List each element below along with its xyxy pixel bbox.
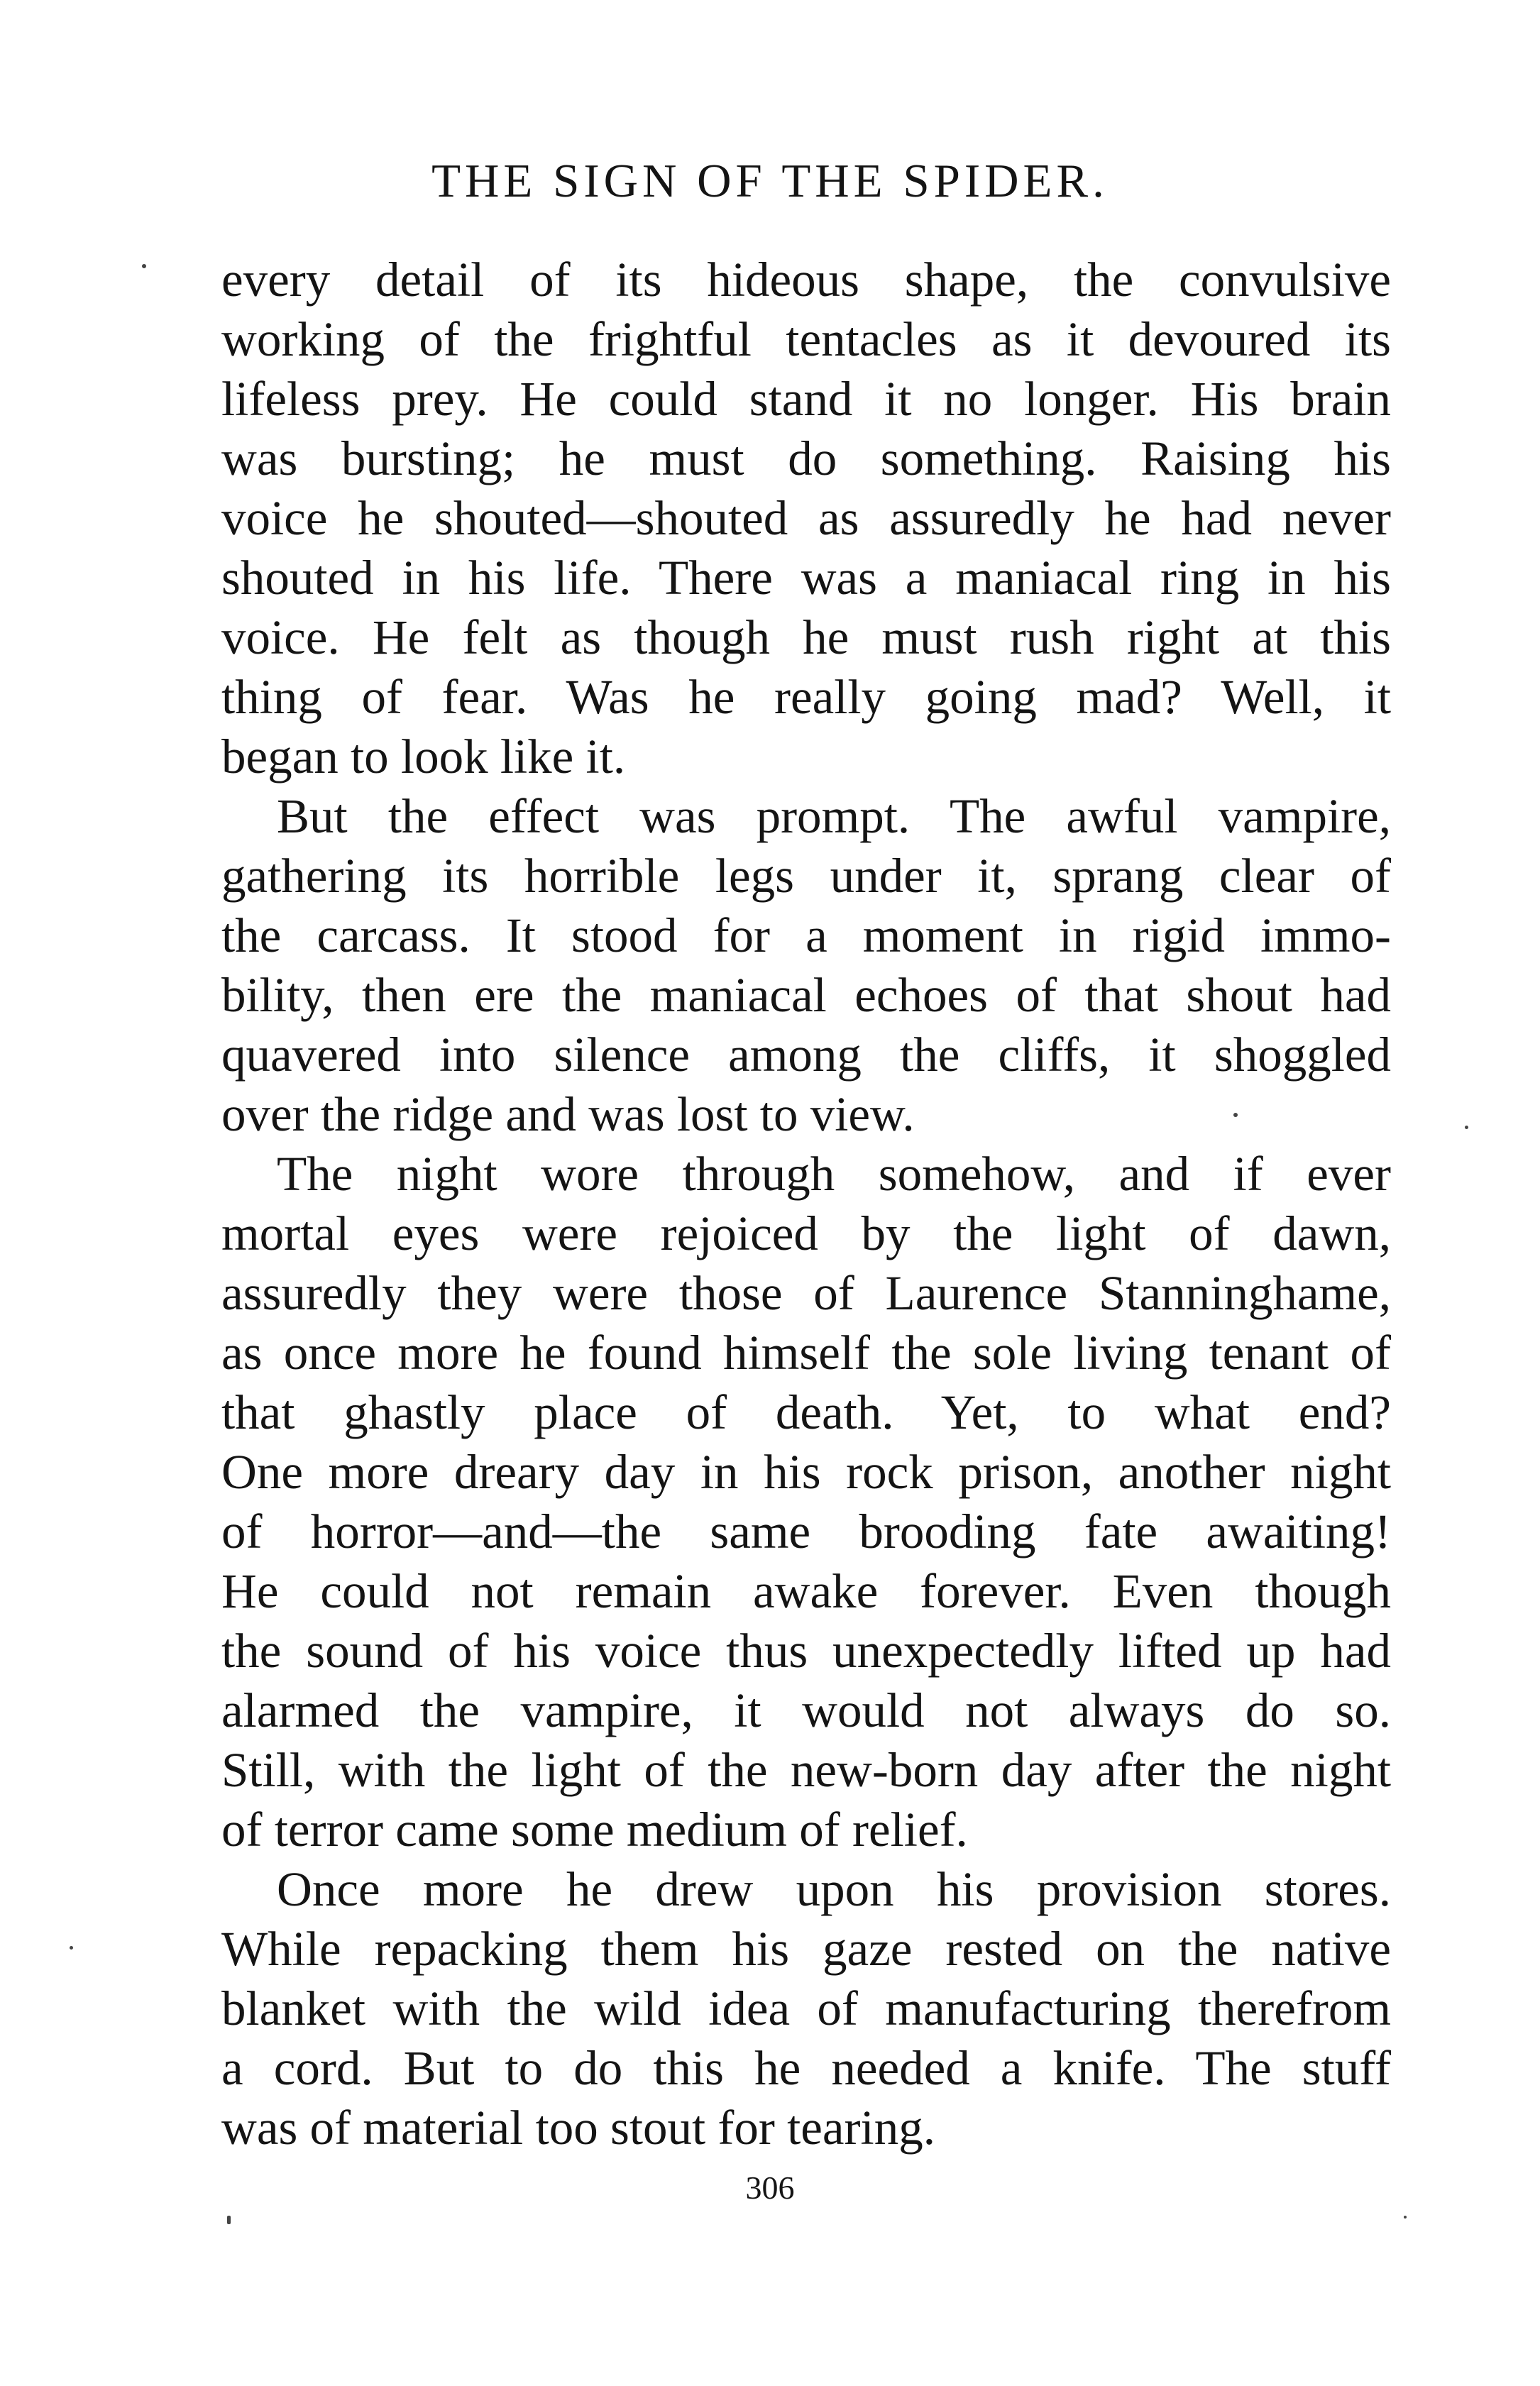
text-line: bility, then ere the maniacal echoes of that shout had [221,968,1391,1022]
text-line: of terror came some medium of relief. [221,1803,968,1857]
paragraph [221,250,1391,786]
body-text [221,250,1391,2157]
text-line: shouted in his life. There was a maniacal ring in his [221,551,1391,605]
text-line: quavered into silence among the cliffs, it shoggled [221,1028,1391,1082]
text-line: While repacking them his gaze rested on the native [221,1922,1391,1976]
text-line: voice. He felt as though he must rush right at this [221,610,1391,664]
text-line: Still, with the light of the new-born day after the night [221,1743,1391,1797]
text-line: mortal eyes were rejoiced by the light of dawn, [221,1206,1391,1260]
running-head: THE SIGN OF THE SPIDER. [431,155,1109,207]
paragraph [221,1859,1391,2157]
text-line: was of material too stout for tearing. [221,2101,935,2155]
text-line: voice he shouted—shouted as assuredly he had never [221,491,1391,545]
paragraph [221,786,1391,1144]
scan-speck [1404,2216,1407,2219]
scan-speck [70,1946,73,1950]
text-line: But the effect was prompt. The awful vampire, [277,789,1391,843]
text-line: the sound of his voice thus unexpectedly lifted up had [221,1624,1391,1678]
text-line: thing of fear. Was he really going mad? Well, it [221,670,1391,724]
page-number: 306 [745,2170,795,2206]
text-line: gathering its horrible legs under it, sprang clear of [221,849,1391,903]
text-line: alarmed the vampire, it would not always do so. [221,1683,1391,1737]
text-line: of horror—and—the same brooding fate awaiting! [221,1505,1391,1558]
text-line: One more dreary day in his rock prison, another night [221,1445,1391,1499]
scan-speck [1233,1113,1238,1117]
text-line: blanket with the wild idea of manufacturing therefrom [221,1981,1391,2035]
text-line: began to look like it. [221,730,626,784]
text-line: the carcass. It stood for a moment in rigid immo- [221,908,1391,962]
paragraph [221,1144,1391,1859]
text-line: lifeless prey. He could stand it no longer. His brain [221,372,1391,426]
text-line: every detail of its hideous shape, the convulsive [221,253,1391,307]
text-line: over the ridge and was lost to view. [221,1087,915,1141]
scan-speck [1465,1126,1468,1129]
text-line: that ghastly place of death. Yet, to what end? [221,1385,1391,1439]
text-line: Once more he drew upon his provision stores. [277,1862,1391,1916]
text-line: working of the frightful tentacles as it devoured its [221,312,1391,366]
text-line: as once more he found himself the sole living tenant of [221,1326,1391,1380]
text-line: He could not remain awake forever. Even though [221,1564,1391,1618]
scan-speck [142,264,146,268]
text-line: assuredly they were those of Laurence Stanninghame, [221,1266,1391,1320]
text-line: was bursting; he must do something. Raising his [221,431,1391,485]
scan-speck [227,2216,231,2224]
text-line: The night wore through somehow, and if ever [277,1147,1391,1201]
text-line: a cord. But to do this he needed a knife. The stuff [221,2041,1391,2095]
